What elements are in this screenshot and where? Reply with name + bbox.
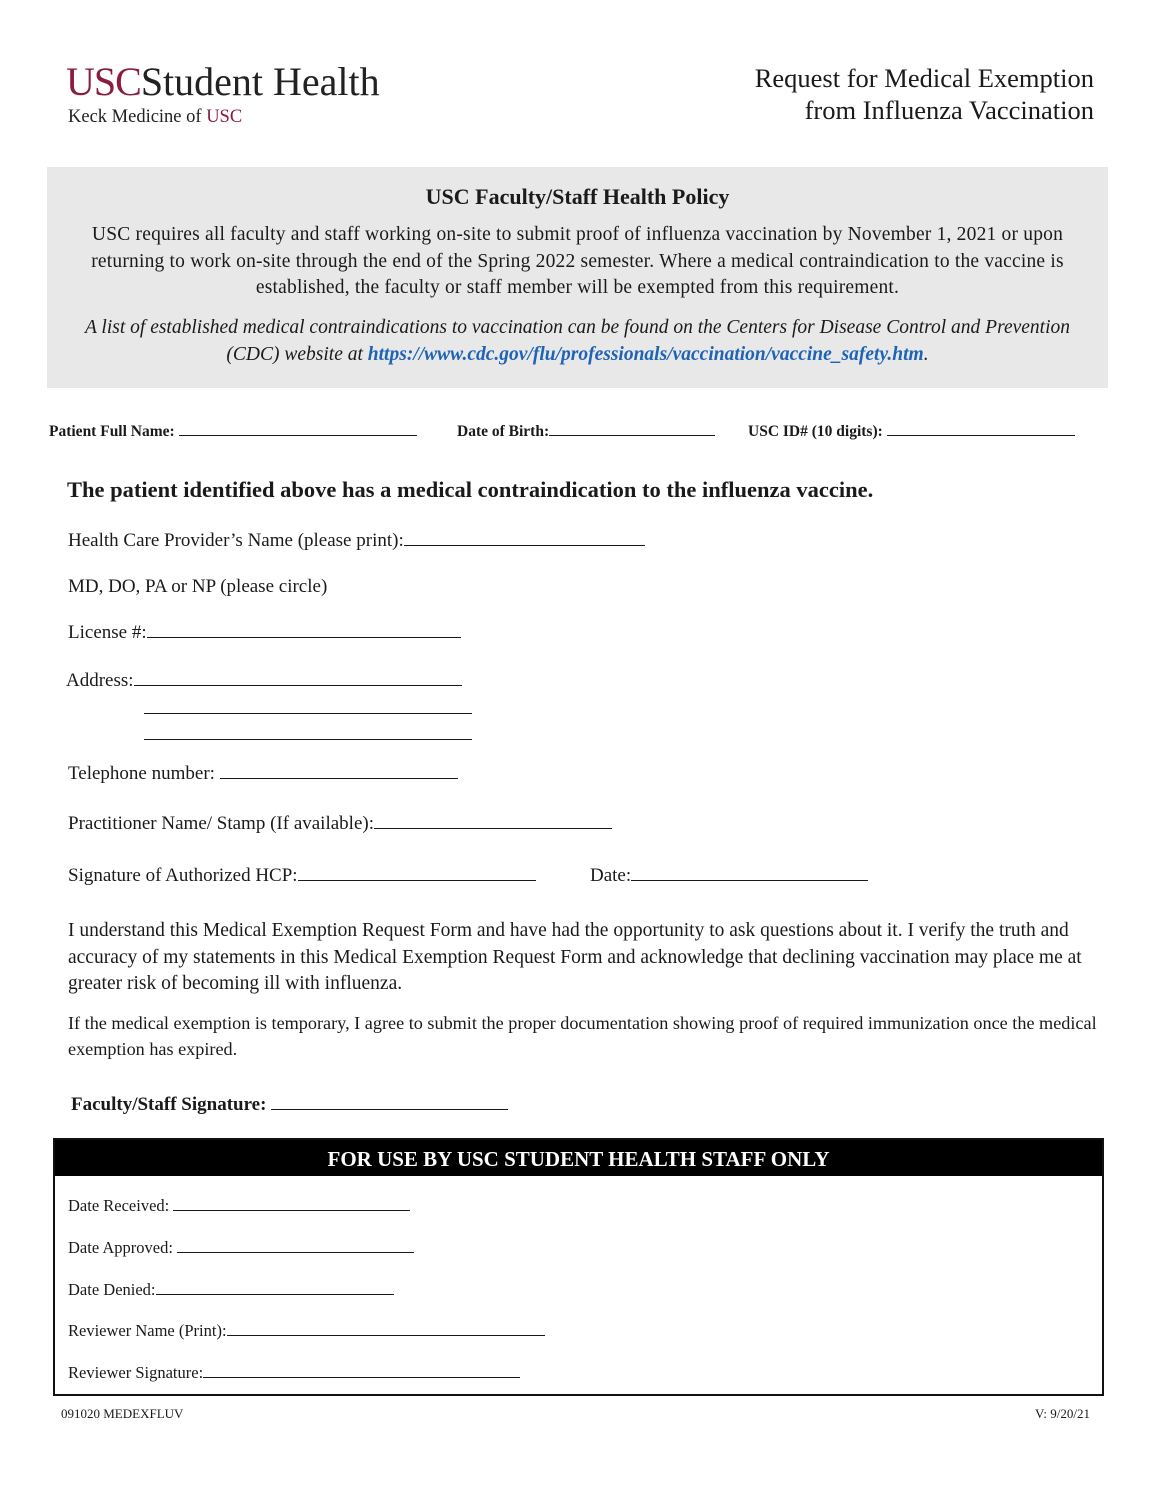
policy-note-text: A list of established medical contraindications to vaccination can be found on the Centers for Disease Control and Prevention (CDC) website at: [85, 317, 1070, 365]
provider-name-input-line[interactable]: [404, 545, 645, 546]
license-input-line[interactable]: [147, 637, 461, 638]
address-input-line-2[interactable]: [144, 713, 472, 714]
telephone-input-line[interactable]: [220, 778, 458, 779]
form-code: 091020 MEDEXFLUV: [61, 1406, 184, 1421]
address-label: Address:: [66, 670, 134, 691]
reviewer-name-field: [68, 1321, 545, 1341]
provider-name-field: [68, 530, 645, 552]
date-denied-input-line[interactable]: [156, 1294, 394, 1295]
logo-student-health-text: Student Health: [140, 59, 380, 104]
dob-field: [457, 423, 715, 441]
faculty-signature-label: Faculty/Staff Signature:: [71, 1094, 267, 1115]
hcp-date-label: Date:: [590, 865, 632, 886]
usc-student-health-logo: [66, 58, 380, 105]
stamp-input-line[interactable]: [374, 828, 612, 829]
policy-box: [47, 167, 1108, 388]
logo-usc-text: USC: [66, 59, 141, 104]
patient-name-input-line[interactable]: [179, 435, 417, 436]
form-title-line2: from Influenza Vaccination: [804, 95, 1094, 125]
usc-id-label: USC ID# (10 digits):: [748, 423, 883, 440]
faculty-signature-input-line[interactable]: [271, 1109, 508, 1110]
date-approved-label: Date Approved:: [68, 1238, 173, 1257]
reviewer-signature-label: Reviewer Signature:: [68, 1363, 204, 1382]
form-title-line1: Request for Medical Exemption: [754, 63, 1094, 93]
policy-paragraph: USC requires all faculty and staff working on-site to submit proof of influenza vaccination by November 1, 2021 or upon returning to work on-site through the end of the Spring 2022 semester. Where a medical contraindication to the vaccine is established, the faculty or staff member will be exempted from this requirement.: [91, 224, 1064, 298]
reviewer-name-label: Reviewer Name (Print):: [68, 1321, 227, 1340]
policy-heading: USC Faculty/Staff Health Policy: [425, 184, 730, 209]
hcp-date-input-line[interactable]: [631, 880, 868, 881]
address-input-line-3[interactable]: [144, 739, 472, 740]
date-denied-field: [68, 1280, 394, 1300]
staff-only-box: [53, 1138, 1104, 1396]
license-label: License #:: [68, 622, 147, 643]
logo-keck-subtitle: [68, 107, 242, 128]
hcp-date-field: [590, 865, 868, 887]
reviewer-signature-input-line[interactable]: [203, 1377, 520, 1378]
logo-keck-text: Keck Medicine of: [68, 107, 202, 127]
date-denied-label: Date Denied:: [68, 1280, 156, 1299]
usc-id-field: [748, 423, 1075, 441]
dob-label: Date of Birth:: [457, 423, 550, 440]
form-title: [755, 62, 1094, 126]
acknowledgement-paragraph: I understand this Medical Exemption Request Form and have had the opportunity to ask questions about it. I verify the truth and accuracy of my statements in this Medical Exemption Request Form and acknowledge that declining vaccination may place me at greater risk of becoming ill with influenza.: [68, 920, 1082, 994]
date-received-label: Date Received:: [68, 1196, 170, 1215]
date-received-field: [68, 1196, 410, 1216]
date-approved-input-line[interactable]: [177, 1252, 414, 1253]
cdc-link[interactable]: https://www.cdc.gov/flu/professionals/vaccination/vaccine_safety.htm: [367, 343, 924, 365]
stamp-label: Practitioner Name/ Stamp (If available):: [68, 813, 374, 834]
credential-field: MD, DO, PA or NP (please circle): [68, 576, 328, 597]
address-field: [66, 670, 462, 692]
patient-name-label: Patient Full Name:: [49, 423, 175, 440]
license-field: [68, 622, 461, 644]
telephone-label: Telephone number:: [68, 763, 215, 784]
hcp-signature-label: Signature of Authorized HCP:: [68, 865, 298, 886]
form-version: V: 9/20/21: [1034, 1406, 1090, 1421]
reviewer-signature-field: [68, 1363, 520, 1383]
staff-only-heading: FOR USE BY USC STUDENT HEALTH STAFF ONLY: [55, 1140, 1102, 1176]
usc-id-input-line[interactable]: [887, 435, 1075, 436]
dob-input-line[interactable]: [549, 435, 715, 436]
date-received-input-line[interactable]: [173, 1210, 410, 1211]
hcp-signature-field: [68, 865, 536, 887]
provider-name-label: Health Care Provider’s Name (please print):: [68, 530, 404, 551]
contraindication-statement: The patient identified above has a medical contraindication to the influenza vaccine.: [67, 477, 874, 502]
address-input-line-1[interactable]: [134, 685, 462, 686]
reviewer-name-input-line[interactable]: [227, 1335, 545, 1336]
temporary-exemption-paragraph: If the medical exemption is temporary, I agree to submit the proper documentation showing proof of required immunization once the medical exemption has expired.: [68, 1013, 1097, 1059]
patient-name-field: [49, 423, 417, 441]
policy-note-suffix: .: [923, 343, 929, 365]
policy-note: [57, 315, 1098, 368]
date-approved-field: [68, 1238, 414, 1258]
telephone-field: [68, 763, 458, 785]
logo-keck-usc-text: USC: [206, 107, 243, 127]
faculty-signature-field: [71, 1094, 508, 1116]
hcp-signature-input-line[interactable]: [298, 880, 536, 881]
stamp-field: [68, 813, 612, 835]
